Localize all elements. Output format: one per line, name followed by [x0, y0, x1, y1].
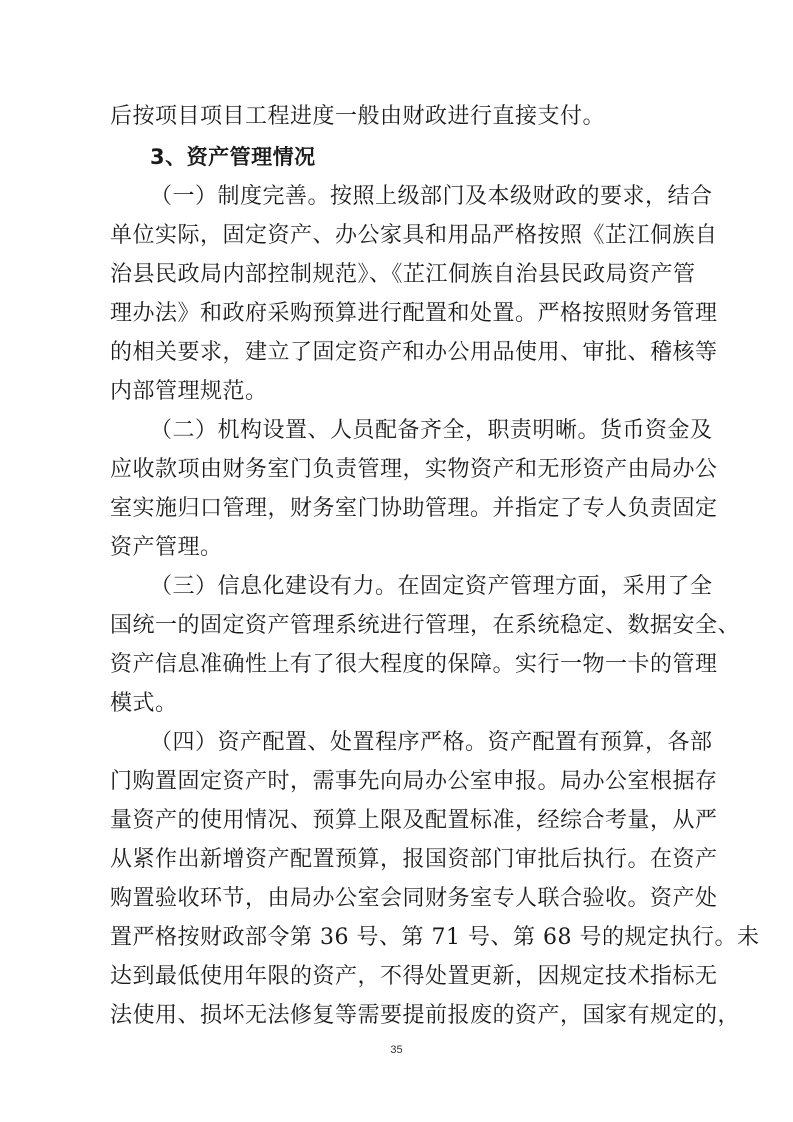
paragraph-line: 的相关要求，建立了固定资产和办公用品使用、审批、稽核等 — [110, 340, 718, 365]
paragraph-line: 内部管理规范。 — [110, 379, 268, 404]
paragraph-line: 量资产的使用情况、预算上限及配置标准，经综合考量，从严 — [110, 808, 718, 833]
paragraph-line: 后按项目项目工程进度一般由财政进行直接支付。 — [110, 104, 606, 129]
paragraph-line: 法使用、损坏无法修复等需要提前报废的资产，国家有规定的， — [110, 1003, 741, 1028]
paragraph-line: 理办法》和政府采购预算进行配置和处置。严格按照财务管理 — [110, 301, 718, 326]
paragraph-line: （二）机构设置、人员配备齐全，职责明晰。货币资金及 — [150, 418, 713, 443]
paragraph-line: 购置验收环节，由局办公室会同财务室专人联合验收。资产处 — [110, 886, 718, 911]
paragraph-line: 置严格按财政部令第 36 号、第 71 号、第 68 号的规定执行。未 — [110, 925, 760, 950]
paragraph-line: 模式。 — [110, 691, 178, 716]
paragraph-line: 达到最低使用年限的资产，不得处置更新，因规定技术指标无 — [110, 964, 718, 989]
section-heading: 3、资产管理情况 — [150, 145, 316, 169]
paragraph-line: 资产信息准确性上有了很大程度的保障。实行一物一卡的管理 — [110, 652, 718, 677]
paragraph-line: 应收款项由财务室门负责管理，实物资产和无形资产由局办公 — [110, 457, 718, 482]
paragraph-line: 单位实际，固定资产、办公家具和用品严格按照《芷江侗族自 — [110, 223, 718, 248]
paragraph-line: （四）资产配置、处置程序严格。资产配置有预算，各部 — [150, 730, 713, 755]
paragraph-line: 资产管理。 — [110, 535, 223, 560]
paragraph-line: 治县民政局内部控制规范》、《芷江侗族自治县民政局资产管 — [110, 262, 696, 287]
paragraph-line: （三）信息化建设有力。在固定资产管理方面，采用了全 — [150, 574, 713, 599]
page-number: 35 — [390, 1044, 403, 1056]
paragraph-line: 门购置固定资产时，需事先向局办公室申报。局办公室根据存 — [110, 769, 718, 794]
paragraph-line: （一）制度完善。按照上级部门及本级财政的要求，结合 — [150, 184, 713, 209]
paragraph-line: 从紧作出新增资产配置预算，报国资部门审批后执行。在资产 — [110, 847, 718, 872]
paragraph-line: 国统一的固定资产管理系统进行管理，在系统稳定、数据安全、 — [110, 613, 741, 638]
paragraph-line: 室实施归口管理，财务室门协助管理。并指定了专人负责固定 — [110, 496, 718, 521]
